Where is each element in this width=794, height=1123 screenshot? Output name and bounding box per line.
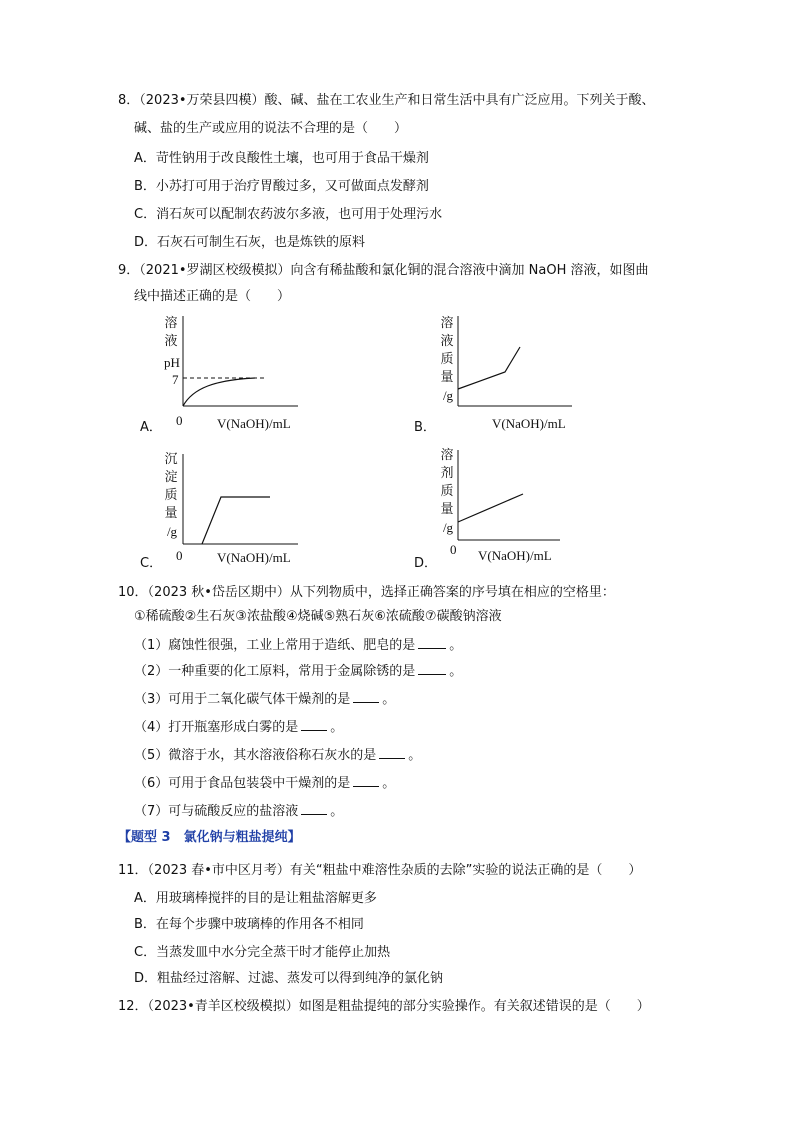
graph-d-ylabel-4: 量 [440,502,454,517]
section-heading: 【题型 3 氯化钠与粗盐提纯】 [118,830,301,845]
graph-d-ylabel-2: 剂 [440,466,454,481]
q11-option-c: C．当蒸发皿中水分完全蒸干时才能停止加热 [134,945,391,960]
q10-item-4 [134,718,343,737]
q10-item-7-text: （7）可与硫酸反应的盐溶液 [134,804,299,819]
graph-c-option-letter: C． [140,556,163,571]
graph-d-ylabel-3: 质 [440,484,454,499]
graph-d-origin: 0 [450,542,457,557]
q8-option-c: C．消石灰可以配制农药波尔多液，也可用于处理污水 [134,207,443,222]
q10-item-1 [134,636,462,655]
graph-a-ylabel-3: pH [164,355,180,370]
graph-a-option-letter: A． [140,420,162,435]
q8-option-a: A．苛性钠用于改良酸性土壤，也可用于食品干燥剂 [134,151,429,166]
graph-a-tick-7: 7 [172,372,179,387]
q10-item-3-blank[interactable] [353,690,379,703]
graph-d-xlabel: V(NaOH)/mL [478,548,552,563]
graph-b-xlabel: V(NaOH)/mL [492,416,566,431]
q12-stem: 12．（2023•青羊区校级模拟）如图是粗盐提纯的部分实验操作。有关叙述错误的是（ ） [118,999,650,1014]
q11-stem: 11．（2023 春•市中区月考）有关“粗盐中难溶性杂质的去除”实验的说法正确的是（ ） [118,863,642,878]
graph-a-xlabel: V(NaOH)/mL [217,416,291,431]
graph-c-ylabel-4: 量 [164,506,178,521]
q10-item-7-blank[interactable] [301,802,327,815]
q11-option-a: A．用玻璃棒搅拌的目的是让粗盐溶解更多 [134,891,377,906]
q10-item-2 [134,662,462,681]
q10-item-5-blank[interactable] [379,746,405,759]
graph-c-xlabel: V(NaOH)/mL [217,550,291,565]
q8-stem-line1: 8．（2023•万荣县四模）酸、碱、盐在工农业生产和日常生活中具有广泛应用。下列关于酸、 [118,93,655,108]
q10-stem: 10．（2023 秋•岱岳区期中）从下列物质中，选择正确答案的序号填在相应的空格里： [118,585,615,600]
q10-item-5-text: （5）微溶于水，其水溶液俗称石灰水的是 [134,748,377,763]
q8-option-d: D．石灰石可制生石灰，也是炼铁的原料 [134,235,366,250]
q10-substances: ①稀硫酸②生石灰③浓盐酸④烧碱⑤熟石灰⑥浓硫酸⑦碳酸钠溶液 [134,609,502,624]
graph-c-ylabel-3: 质 [164,488,178,503]
graph-b-ylabel-2: 液 [440,334,454,349]
graph-b-ylabel-1: 溶 [440,316,454,331]
graph-d-ylabel-1: 溶 [440,448,454,463]
q10-item-6 [134,774,395,793]
q10-item-1-blank[interactable] [418,636,446,649]
q10-item-6-blank[interactable] [353,774,379,787]
graph-a-origin: 0 [176,413,183,428]
graph-a-ylabel-1: 溶 [164,316,178,331]
q10-item-4-end: 。 [330,720,344,735]
graph-a-ylabel-2: 液 [164,334,178,349]
q8-stem-line2: 碱、盐的生产或应用的说法不合理的是（ ） [134,121,408,136]
q10-item-7-end: 。 [330,804,344,819]
graph-c-ylabel-1: 沉 [164,452,178,467]
q10-item-2-end: 。 [449,664,463,679]
graph-b-ylabel-5: /g [442,388,454,403]
q10-item-2-blank[interactable] [418,662,446,675]
q10-item-1-end: 。 [449,638,463,653]
q10-item-2-text: （2）一种重要的化工原料，常用于金属除锈的是 [134,664,416,679]
q10-item-6-end: 。 [382,776,396,791]
q10-item-4-blank[interactable] [301,718,327,731]
graph-c-origin: 0 [176,548,183,563]
graph-b-option-letter: B． [414,420,436,435]
graph-b-ylabel-4: 量 [440,370,454,385]
graph-c-ylabel-2: 淀 [164,470,178,485]
q10-item-3 [134,690,395,709]
graph-b-ylabel-3: 质 [440,352,454,367]
q11-option-d: D．粗盐经过溶解、过滤、蒸发可以得到纯净的氯化钠 [134,971,444,986]
q10-item-3-text: （3）可用于二氧化碳气体干燥剂的是 [134,692,351,707]
q8-option-b: B．小苏打可用于治疗胃酸过多，又可做面点发酵剂 [134,179,429,194]
graph-d-curve [458,494,523,522]
q10-item-3-end: 。 [382,692,396,707]
graph-d-ylabel-5: /g [442,520,454,535]
q10-item-4-text: （4）打开瓶塞形成白雾的是 [134,720,299,735]
q9-stem-line1: 9．（2021•罗湖区校级模拟）向含有稀盐酸和氯化铜的混合溶液中滴加 NaOH 溶液，如图曲 [118,263,649,278]
q10-item-1-text: （1）腐蚀性很强，工业上常用于造纸、肥皂的是 [134,638,416,653]
graph-c-ylabel-5: /g [166,524,178,539]
q10-item-6-text: （6）可用于食品包装袋中干燥剂的是 [134,776,351,791]
q10-item-7 [134,802,343,821]
q9-stem-line2: 线中描述正确的是（ ） [134,289,291,304]
q10-item-5 [134,746,421,765]
q11-option-b: B．在每个步骤中玻璃棒的作用各不相同 [134,917,364,932]
q10-item-5-end: 。 [408,748,422,763]
graph-d-option-letter: D． [414,556,438,571]
